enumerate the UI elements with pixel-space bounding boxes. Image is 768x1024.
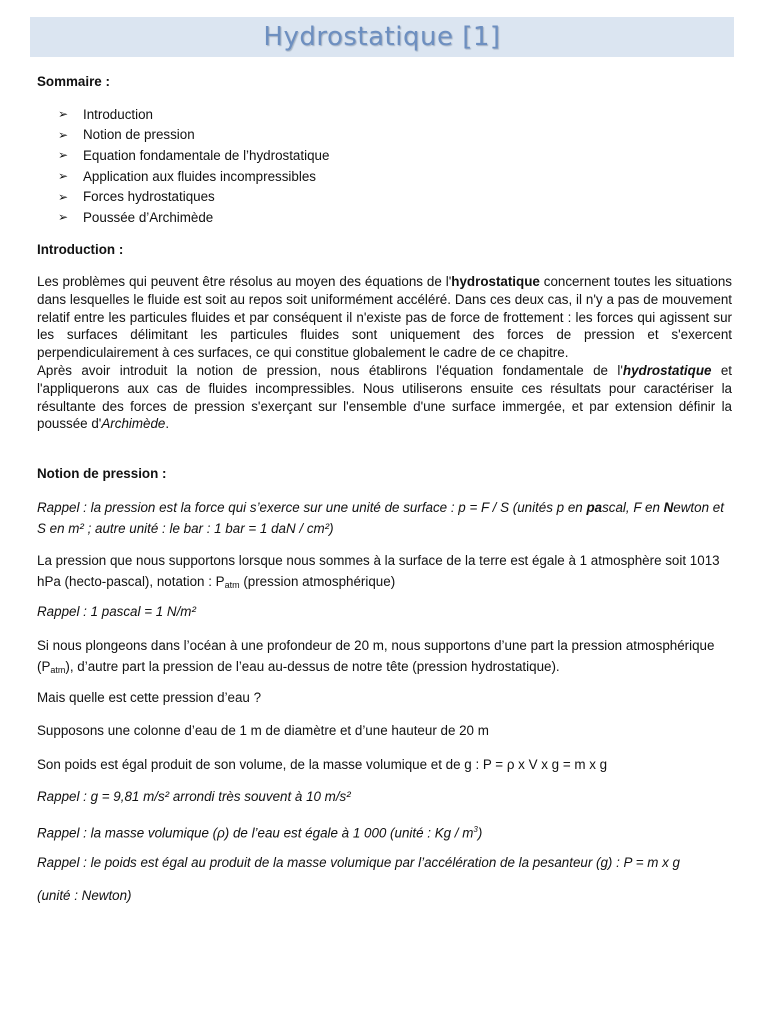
arrow-bullet-icon: ➢	[58, 210, 69, 225]
rappel-g: Rappel : g = 9,81 m/s² arrondi très souvent à 10 m/s²	[37, 789, 351, 804]
notion-heading: Notion de pression :	[37, 466, 167, 481]
title-banner	[30, 17, 734, 57]
unite-newton: (unité : Newton)	[37, 888, 132, 903]
rappel-pression: Rappel : la pression est la force qui s’exerce sur une unité de surface : p = F / S (unités p en pascal, F en Newton et S en m² ; autre unité : le bar : 1 bar = 1 daN / cm²)	[37, 500, 724, 536]
list-item: ➢ Introduction	[58, 106, 153, 122]
rappel-poids: Rappel : le poids est égal au produit de la masse volumique par l’accélération de la pesanteur (g) : P = m x g	[37, 855, 680, 870]
introduction-paragraph-1: Les problèmes qui peuvent être résolus au moyen des équations de l'hydrostatique concernent toutes les situations dans lesquelles le fluide est soit au repos soit uniformément accéléré. Dans ces deux cas, il n'y a pas de mouvement relatif entre les particules fluides et par conséquent il n'existe pas de force de frottement : les forces qui agissent sur les surfaces délimitant les particules fluides sont uniquement des forces de pression et s'exercent perpendiculairement à ces surfaces, ce qui constitue globalement le cadre de ce chapitre.	[37, 274, 732, 361]
sommaire-list	[58, 104, 329, 228]
arrow-bullet-icon: ➢	[58, 127, 69, 142]
pression-atmospherique-text: La pression que nous supportons lorsque nous sommes à la surface de la terre est égale à 1 atmosphère soit 1013 hPa (hecto-pascal), notation : $P_{atm}$ (pression atmosphérique)	[37, 553, 720, 590]
list-item: ➢ Forces hydrostatiques	[58, 189, 215, 205]
introduction-paragraph-2: Après avoir introduit la notion de pression, nous établirons l'équation fondamentale de l'hydrostatique et l'appliquerons aux cas de fluides incompressibles. Nous utiliserons ensuite ces résultats pour caractériser la résultante des forces de pression s'exerçant sur l'ensemble d'une surface immergée, et par extension définir la poussée d'Archimède.	[37, 362, 732, 432]
list-item: ➢ Application aux fluides incompressibles	[58, 168, 316, 184]
arrow-bullet-icon: ➢	[58, 148, 69, 163]
plongee-text: Si nous plongeons dans l’océan à une profondeur de 20 m, nous supportons d’une part la pression atmosphérique $(P_{atm})$, d’autre part la pression de l’eau au-dessus de notre tête (pression hydrostatique).	[37, 638, 715, 675]
arrow-bullet-icon: ➢	[58, 189, 69, 204]
document-title: Hydrostatique [1]	[263, 22, 501, 52]
introduction-body	[37, 273, 732, 433]
arrow-bullet-icon: ➢	[58, 169, 69, 184]
list-item: ➢ Poussée d’Archimède	[58, 209, 214, 225]
question-text: Mais quelle est cette pression d’eau ?	[37, 690, 262, 705]
sommaire-heading: Sommaire :	[37, 74, 110, 89]
poids-text: Son poids est égal produit de son volume, de la masse volumique et de g : P = ρ x V x g = m x g	[37, 757, 608, 772]
arrow-bullet-icon: ➢	[58, 107, 69, 122]
list-item: ➢ Equation fondamentale de l’hydrostatique	[58, 147, 330, 163]
colonne-text: Supposons une colonne d’eau de 1 m de diamètre et d’une hauteur de 20 m	[37, 723, 489, 738]
list-item: ➢ Notion de pression	[58, 127, 195, 143]
introduction-heading: Introduction :	[37, 242, 124, 257]
rappel-pascal: Rappel : 1 pascal = 1 N/m²	[37, 604, 196, 619]
rappel-masse-volumique: Rappel : la masse volumique (ρ) de l’eau est égale à 1 000 (unité : Kg / $m^3$)	[37, 825, 483, 841]
